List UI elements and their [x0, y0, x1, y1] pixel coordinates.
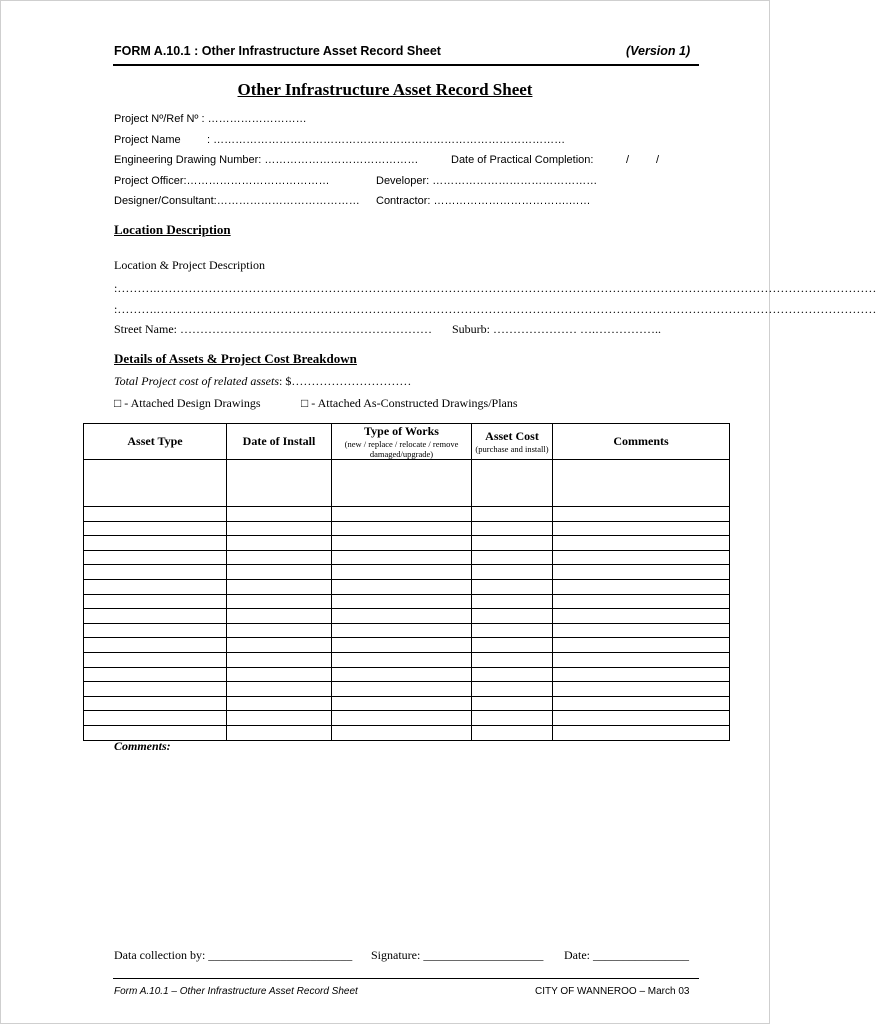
col-type-works [332, 424, 472, 460]
table-cell[interactable] [84, 565, 227, 580]
table-row [84, 623, 730, 638]
table-cell[interactable] [553, 536, 730, 551]
table-cell[interactable] [332, 609, 472, 624]
table-cell[interactable] [472, 507, 553, 522]
attached-design-checkbox[interactable] [114, 396, 261, 411]
table-cell[interactable] [332, 682, 472, 697]
table-cell[interactable] [472, 623, 553, 638]
total-cost-field[interactable]: : $………………………… [279, 374, 412, 388]
project-officer-field[interactable]: Project Officer:………………………………… [114, 175, 330, 187]
location-desc-label: Location & Project Description [114, 258, 265, 272]
table-cell[interactable] [472, 536, 553, 551]
table-cell[interactable] [472, 460, 553, 507]
footer-left: Form A.10.1 – Other Infrastructure Asset Record Sheet [114, 986, 358, 997]
table-cell[interactable] [472, 652, 553, 667]
table-cell[interactable] [84, 609, 227, 624]
table-row [84, 507, 730, 522]
table-cell[interactable] [332, 521, 472, 536]
developer-field[interactable]: Developer: ……………………………………… [376, 175, 598, 187]
table-cell[interactable] [332, 711, 472, 726]
table-row [84, 609, 730, 624]
table-cell[interactable] [472, 579, 553, 594]
table-cell[interactable] [227, 667, 332, 682]
table-cell[interactable] [227, 550, 332, 565]
table-cell[interactable] [84, 638, 227, 653]
table-cell[interactable] [553, 623, 730, 638]
table-cell[interactable] [84, 667, 227, 682]
table-cell[interactable] [227, 460, 332, 507]
table-cell[interactable] [553, 565, 730, 580]
date-field[interactable]: Date: ________________ [564, 948, 689, 962]
asset-table-body [84, 460, 730, 741]
data-collection-field[interactable]: Data collection by: ________________________ [114, 948, 353, 962]
table-cell[interactable] [332, 638, 472, 653]
table-cell[interactable] [553, 579, 730, 594]
table-cell[interactable] [472, 667, 553, 682]
designer-field[interactable]: Designer/Consultant:………………………………… [114, 195, 360, 207]
table-row [84, 579, 730, 594]
table-cell[interactable] [332, 536, 472, 551]
table-row [84, 594, 730, 609]
table-cell[interactable] [332, 623, 472, 638]
col-date-install: Date of Install [227, 424, 332, 460]
table-cell[interactable] [553, 725, 730, 740]
table-cell[interactable] [472, 682, 553, 697]
form-label: FORM A.10.1 : Other Infrastructure Asset Record Sheet [114, 44, 441, 58]
table-row [84, 521, 730, 536]
eng-drawing-field[interactable]: Engineering Drawing Number: …………………………………… [114, 154, 419, 166]
assets-heading: Details of Assets & Project Cost Breakdown [114, 351, 357, 366]
contractor-field[interactable]: Contractor: ……………………………….…… [376, 195, 591, 207]
col-asset-cost-sub: (purchase and install) [475, 444, 549, 454]
table-row [84, 550, 730, 565]
table-cell[interactable] [472, 609, 553, 624]
table-cell[interactable] [227, 521, 332, 536]
suburb-field[interactable]: Suburb: ………………… ….…………….. [452, 322, 662, 336]
table-cell[interactable] [84, 521, 227, 536]
table-row [84, 682, 730, 697]
table-cell[interactable] [332, 579, 472, 594]
table-cell[interactable] [553, 521, 730, 536]
checkbox-icon[interactable]: □ [301, 396, 309, 410]
table-cell[interactable] [227, 682, 332, 697]
table-cell[interactable] [227, 536, 332, 551]
table-row [84, 638, 730, 653]
date-slash: / [656, 154, 660, 166]
footer-rule [113, 978, 699, 979]
table-cell[interactable] [227, 725, 332, 740]
table-cell[interactable] [227, 711, 332, 726]
table-cell[interactable] [227, 652, 332, 667]
table-cell[interactable] [227, 507, 332, 522]
table-cell[interactable] [472, 550, 553, 565]
table-cell[interactable] [227, 594, 332, 609]
table-cell[interactable] [332, 667, 472, 682]
project-name-label: Project Name [114, 134, 181, 146]
footer-right: CITY OF WANNEROO – March 03 [535, 986, 690, 997]
table-row [84, 536, 730, 551]
date-slash: / [626, 154, 630, 166]
asset-table [83, 423, 730, 741]
attached-asconstructed-label: - Attached As-Constructed Drawings/Plans [308, 396, 518, 410]
checkbox-icon[interactable]: □ [114, 396, 122, 410]
col-asset-cost-title: Asset Cost [485, 429, 539, 443]
table-cell[interactable] [553, 638, 730, 653]
street-name-field[interactable]: Street Name: ……………………………………………………… [114, 322, 432, 336]
table-cell[interactable] [84, 507, 227, 522]
table-cell[interactable] [332, 652, 472, 667]
table-cell[interactable] [227, 609, 332, 624]
project-no-field[interactable]: Project Nº/Ref Nº : ……………………… [114, 113, 307, 125]
table-cell[interactable] [553, 550, 730, 565]
comments-label: Comments: [114, 739, 171, 753]
table-cell[interactable] [84, 550, 227, 565]
table-cell[interactable] [472, 711, 553, 726]
table-cell[interactable] [553, 696, 730, 711]
table-row [84, 652, 730, 667]
attached-design-label: - Attached Design Drawings [121, 396, 261, 410]
table-cell[interactable] [472, 521, 553, 536]
table-cell[interactable] [553, 667, 730, 682]
table-cell[interactable] [472, 565, 553, 580]
table-cell[interactable] [553, 711, 730, 726]
table-row [84, 711, 730, 726]
table-cell[interactable] [84, 623, 227, 638]
table-cell[interactable] [84, 682, 227, 697]
table-row [84, 565, 730, 580]
location-line-2[interactable]: :……….……………………………………………………………………………………………………………………………………………………………… [114, 302, 876, 316]
table-cell[interactable] [84, 696, 227, 711]
practical-completion-label: Date of Practical Completion: [451, 154, 594, 166]
signature-field[interactable]: Signature: ____________________ [371, 948, 544, 962]
table-cell[interactable] [84, 460, 227, 507]
table-cell[interactable] [227, 579, 332, 594]
table-cell[interactable] [472, 725, 553, 740]
table-cell[interactable] [332, 594, 472, 609]
location-heading: Location Description [114, 222, 231, 237]
total-cost-row [114, 374, 411, 389]
table-cell[interactable] [227, 623, 332, 638]
table-cell[interactable] [472, 638, 553, 653]
table-cell[interactable] [472, 594, 553, 609]
col-comments: Comments [553, 424, 730, 460]
table-cell[interactable] [84, 652, 227, 667]
table-cell[interactable] [332, 565, 472, 580]
table-cell[interactable] [553, 652, 730, 667]
table-cell[interactable] [227, 696, 332, 711]
table-cell[interactable] [332, 696, 472, 711]
table-cell[interactable] [332, 507, 472, 522]
table-cell[interactable] [553, 460, 730, 507]
table-cell[interactable] [553, 609, 730, 624]
project-name-field[interactable]: : …………………………………………………………………………………… [207, 134, 566, 146]
table-cell[interactable] [553, 594, 730, 609]
table-cell[interactable] [84, 594, 227, 609]
table-cell[interactable] [472, 696, 553, 711]
table-row [84, 696, 730, 711]
table-cell[interactable] [553, 682, 730, 697]
table-cell[interactable] [332, 460, 472, 507]
col-type-works-sub: (new / replace / relocate / remove damaged/upgrade) [344, 439, 459, 459]
table-row [84, 667, 730, 682]
table-cell[interactable] [332, 725, 472, 740]
location-line-1[interactable]: :……….……………………………………………………………………………………………………………………………………………………………… [114, 281, 876, 295]
col-asset-cost [472, 424, 553, 460]
col-asset-type: Asset Type [84, 424, 227, 460]
col-type-works-title: Type of Works [364, 424, 439, 438]
total-cost-label: Total Project cost of related assets [114, 374, 279, 388]
table-cell[interactable] [227, 565, 332, 580]
table-cell[interactable] [227, 638, 332, 653]
table-cell[interactable] [553, 507, 730, 522]
version-label: (Version 1) [626, 44, 691, 58]
table-cell[interactable] [84, 725, 227, 740]
table-cell[interactable] [84, 711, 227, 726]
page-title: Other Infrastructure Asset Record Sheet [237, 80, 533, 99]
table-cell[interactable] [332, 550, 472, 565]
table-row [84, 460, 730, 507]
table-cell[interactable] [84, 536, 227, 551]
table-cell[interactable] [84, 579, 227, 594]
table-row [84, 725, 730, 740]
header-rule [113, 64, 699, 66]
attached-asconstructed-checkbox[interactable] [301, 396, 518, 411]
